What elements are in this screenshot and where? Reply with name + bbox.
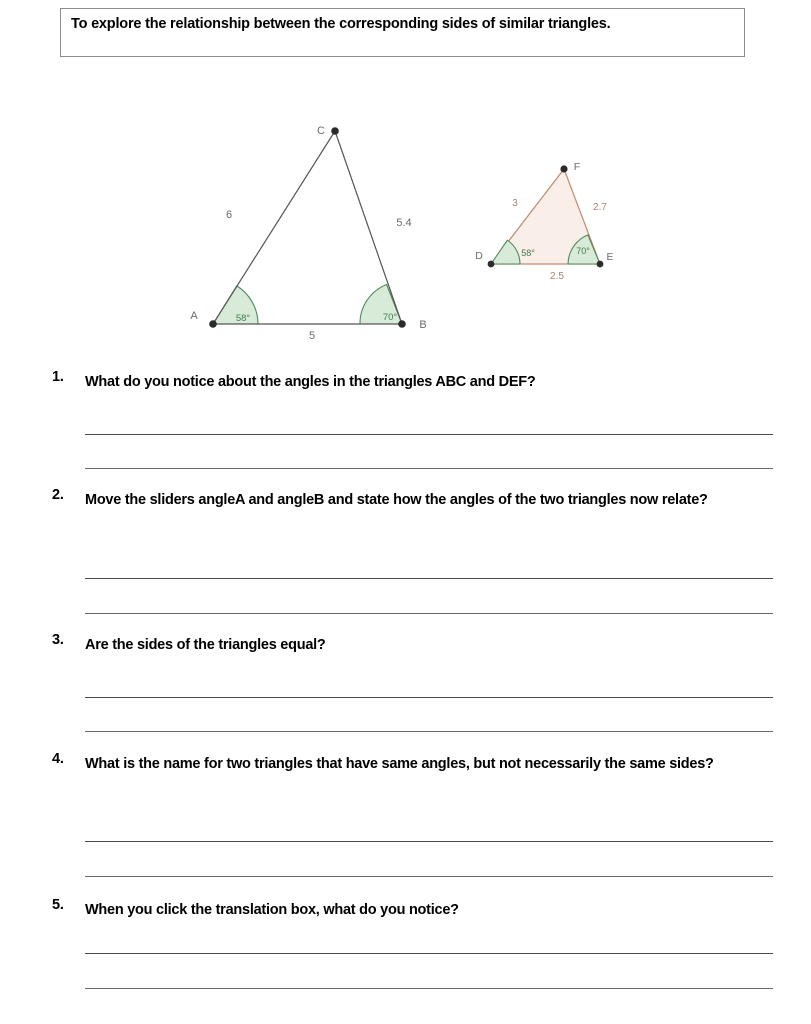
vertex-dot-c xyxy=(331,127,339,135)
side-label-ab: 5 xyxy=(308,330,316,342)
triangle-abc-group xyxy=(190,125,426,342)
question-number: 1. xyxy=(52,369,64,385)
triangles-svg xyxy=(0,100,811,350)
triangle-def-group xyxy=(475,161,613,282)
side-label-ef: 2.7 xyxy=(593,202,607,213)
answer-line[interactable] xyxy=(85,953,773,954)
vertex-label-d: D xyxy=(475,250,483,262)
answer-line[interactable] xyxy=(85,697,773,698)
vertex-dot-b xyxy=(398,320,406,328)
question-number: 2. xyxy=(52,487,64,503)
angle-label-b: 70° xyxy=(382,312,398,323)
answer-line[interactable] xyxy=(85,841,773,842)
angle-label-a: 58° xyxy=(235,313,251,324)
vertex-label-b: B xyxy=(419,319,427,331)
objective-box xyxy=(60,8,745,57)
question-number: 5. xyxy=(52,897,64,913)
question-text: Are the sides of the triangles equal? xyxy=(85,637,326,653)
triangles-figure xyxy=(0,100,811,350)
angle-label-e: 70° xyxy=(576,246,590,256)
question-text: What is the name for two triangles that have same angles, but not necessarily the same sides? xyxy=(85,756,714,772)
answer-line[interactable] xyxy=(85,434,773,435)
question-text: What do you notice about the angles in the triangles ABC and DEF? xyxy=(85,374,536,390)
objective-text: To explore the relationship between the corresponding sides of similar triangles. xyxy=(71,16,611,32)
question-number: 4. xyxy=(52,751,64,767)
side-label-bc: 5.4 xyxy=(396,217,412,229)
answer-line[interactable] xyxy=(85,613,773,614)
answer-line[interactable] xyxy=(85,876,773,877)
vertex-label-e: E xyxy=(606,251,614,263)
question-text: When you click the translation box, what do you notice? xyxy=(85,902,459,918)
vertex-dot-d xyxy=(488,261,495,268)
angle-label-d: 58° xyxy=(521,248,535,258)
answer-line[interactable] xyxy=(85,468,773,469)
side-label-df: 3 xyxy=(512,198,518,209)
side-label-de: 2.5 xyxy=(550,271,564,282)
side-label-ac: 6 xyxy=(225,209,233,221)
vertex-label-f: F xyxy=(573,161,581,173)
vertex-dot-f xyxy=(560,165,567,172)
answer-line[interactable] xyxy=(85,578,773,579)
vertex-label-c: C xyxy=(317,125,325,137)
question-text: Move the sliders angleA and angleB and state how the angles of the two triangles now relate? xyxy=(85,492,708,508)
vertex-label-a: A xyxy=(190,310,198,322)
question-number: 3. xyxy=(52,632,64,648)
vertex-dot-e xyxy=(597,261,604,268)
vertex-dot-a xyxy=(209,320,217,328)
answer-line[interactable] xyxy=(85,988,773,989)
answer-line[interactable] xyxy=(85,731,773,732)
